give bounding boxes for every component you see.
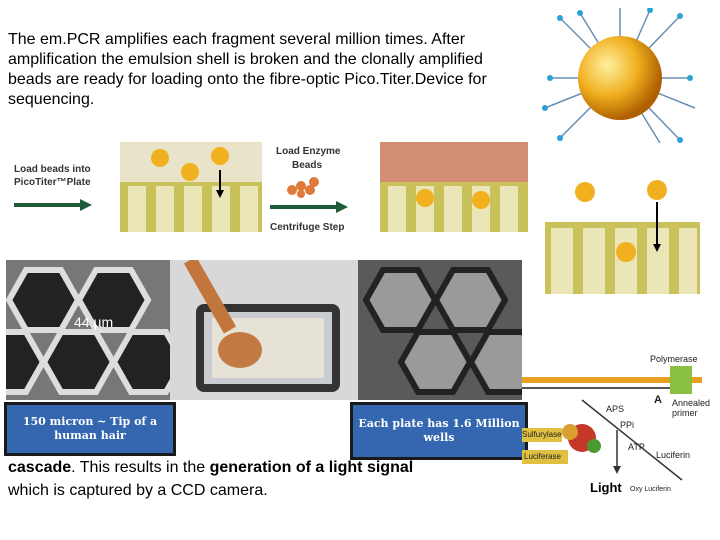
annealed-primer-label: Annealed primer bbox=[672, 398, 711, 418]
pyrosequencing-diagram bbox=[522, 340, 720, 500]
polymerase-label: Polymerase bbox=[650, 354, 698, 364]
plate-empty bbox=[120, 142, 262, 232]
arrow-right-icon-2 bbox=[270, 200, 350, 219]
caption-hair: 150 micron ~ Tip of a human hair bbox=[4, 402, 176, 456]
sem-photo-wells bbox=[358, 260, 522, 400]
tail-text bbox=[8, 456, 428, 502]
aps-label: APS bbox=[606, 404, 625, 414]
caption-wells: Each plate has 1.6 Million wells bbox=[350, 402, 528, 460]
load-enzyme-label-2: Beads bbox=[292, 160, 323, 171]
intro-text: The em.PCR amplifies each fragment several million times. After amplification the emulsion shell is broken and the clonally amplified beads are ready for loading onto the fibre-optic Pico.Titer.Device for sequencing. bbox=[8, 31, 487, 108]
intro-clip bbox=[0, 0, 520, 112]
sulfurylase-label: Sulfurylase bbox=[522, 430, 562, 439]
tail-cascade: cascade bbox=[8, 459, 72, 476]
scale-label: 44 µm bbox=[74, 314, 114, 330]
tail-ccd: which is captured by a CCD camera. bbox=[8, 482, 268, 499]
arrow-right-icon bbox=[14, 198, 94, 217]
sem-photo-honeycomb bbox=[6, 260, 170, 400]
light-label: Light bbox=[590, 480, 622, 495]
atp-label: ATP bbox=[628, 442, 645, 452]
load-enzyme-label: Load Enzyme bbox=[276, 146, 341, 157]
tail-generation: generation of a light signal bbox=[209, 459, 414, 476]
a-label: A bbox=[654, 394, 662, 406]
bead-illustration bbox=[540, 8, 700, 148]
plate-loaded bbox=[380, 142, 528, 232]
plate-photo bbox=[170, 260, 358, 400]
bead-with-dna-icon bbox=[540, 8, 700, 148]
load-beads-label-2: PicoTiter™Plate bbox=[14, 177, 91, 188]
luciferase-label: Luciferase bbox=[524, 452, 561, 461]
load-beads-label: Load beads into bbox=[14, 164, 91, 175]
plate-side-diagram bbox=[545, 172, 700, 294]
enzyme-beads-icon bbox=[286, 174, 322, 203]
centrifuge-label: Centrifuge Step bbox=[270, 222, 345, 233]
loading-diagram bbox=[8, 140, 528, 240]
ppi-label: PPi bbox=[620, 420, 635, 430]
tail-results: . This results in the bbox=[71, 459, 210, 476]
oxy-luciferin-label: Oxy Luciferin bbox=[630, 486, 671, 493]
luciferin-label: Luciferin bbox=[656, 450, 691, 460]
